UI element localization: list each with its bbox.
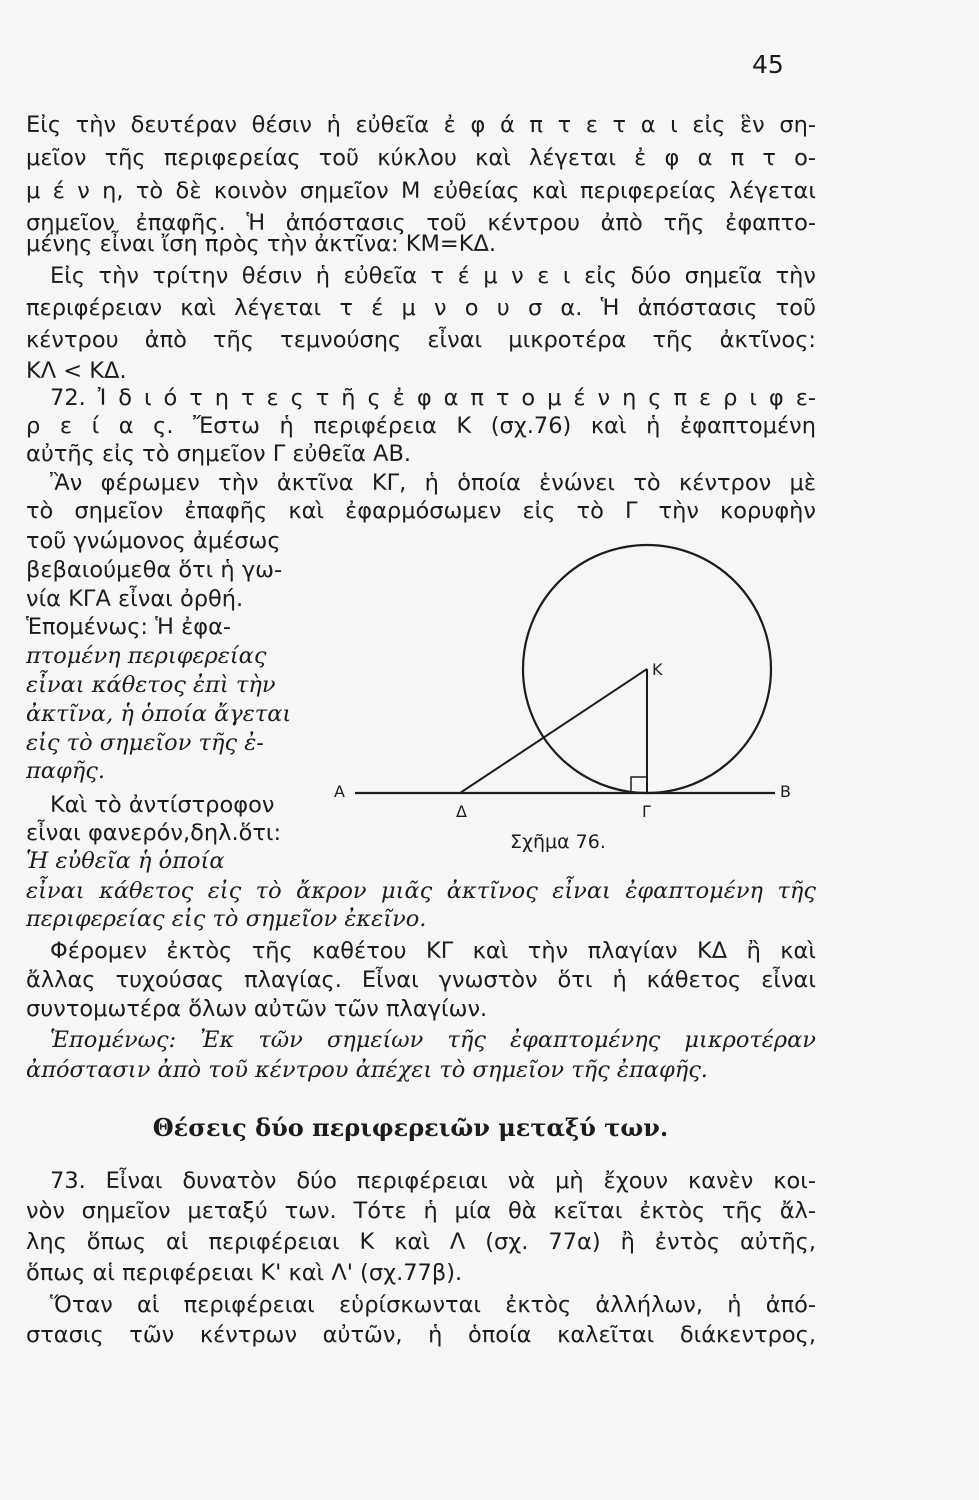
text-line: Εἰς τὴν τρίτην θέσιν ἡ εὐθεῖα τ έ μ ν ε ι εἰς δύο σημεῖα τὴν [50, 263, 816, 289]
side-text-line: νία ΚΓΑ εἶναι ὀρθή. [26, 586, 244, 612]
text-line: Εἰς τὴν δευτέραν θέσιν ἡ εὐθεῖα ἐ φ ά π τ ε τ α ι εἰς ἓν ση- [26, 112, 816, 138]
text-line: Φέρομεν ἐκτὸς τῆς καθέτου ΚΓ καὶ τὴν πλαγίαν ΚΔ ἢ καὶ [50, 938, 816, 964]
text-line: συντομωτέρα ὅλων αὐτῶν τῶν πλαγίων. [26, 996, 488, 1022]
oblique-kd [460, 669, 647, 793]
text-line: ΚΛ < ΚΔ. [26, 358, 127, 384]
text-line: σημεῖον ἐπαφῆς. Ἡ ἀπόστασις τοῦ κέντρου ἀπὸ τῆς ἐφαπτο- [26, 210, 816, 236]
text-line: μένης εἶναι ἴση πρὸς τὴν ἀκτῖνα: ΚΜ=ΚΔ. [26, 231, 497, 257]
text-line: ρ ε ί α ς. Ἔστω ἡ περιφέρεια Κ (σχ.76) καὶ ἡ ἐφαπτομένη [26, 413, 816, 439]
section-title-line: 72. Ἰ δ ι ό τ η τ ε ς τ ῆ ς ἐ φ α π τ ο μ έ ν η ς π ε ρ ι φ ε- [50, 385, 816, 411]
side-text-line: εἶναι κάθετος ἐπὶ τὴν [26, 672, 276, 698]
text-line: Ἑπομένως: Ἐκ τῶν σημείων τῆς ἐφαπτομένης μικροτέραν [50, 1027, 816, 1053]
text-line: εἶναι κάθετος εἰς τὸ ἄκρον μιᾶς ἀκτῖνος εἶναι ἐφαπτομένη τῆς [26, 878, 816, 904]
text-line: ἄλλας τυχούσας πλαγίας. Εἶναι γνωστὸν ὅτι ἡ κάθετος εἶναι [26, 967, 816, 993]
label-a: Α [334, 782, 345, 801]
text-line: λης ὅπως αἱ περιφέρειαι Κ καὶ Λ (σχ. 77α) ἢ ἐντὸς αὐτῆς, [26, 1229, 816, 1255]
label-d: Δ [456, 802, 467, 821]
side-text-line: τοῦ γνώμονος ἀμέσως [26, 528, 281, 554]
right-angle-mark [631, 777, 647, 793]
side-text-line: ἀκτῖνα, ἡ ὁποία ἄγεται [26, 701, 292, 727]
text-line: μεῖον τῆς περιφερείας τοῦ κύκλου καὶ λέγεται ἐ φ α π τ ο- [26, 145, 816, 171]
label-b: Β [780, 782, 791, 801]
side-text-line: Ἑπομένως: Ἡ ἐφα- [26, 614, 232, 640]
text-line: ἀπόστασιν ἀπὸ τοῦ κέντρου ἀπέχει τὸ σημεῖον τῆς ἐπαφῆς. [26, 1057, 708, 1083]
label-g: Γ [642, 802, 651, 821]
text-line: Ἂν φέρωμεν τὴν ἀκτῖνα ΚΓ, ἡ ὁποία ἑνώνει τὸ κέντρον μὲ [50, 470, 816, 496]
text-line: περιφέρειαν καὶ λέγεται τ έ μ ν ο υ σ α. Ἡ ἀπόστασις τοῦ [26, 295, 816, 321]
text-line: αὐτῆς εἰς τὸ σημεῖον Γ εὐθεῖα ΑΒ. [26, 441, 412, 467]
side-text-line: εἰς τὸ σημεῖον τῆς ἐ- [26, 730, 264, 756]
text-line: στασις τῶν κέντρων αὐτῶν, ἡ ὁποία καλεῖται διάκεντρος, [26, 1322, 816, 1348]
side-text-line: Ἡ εὐθεῖα ἡ ὁποία [26, 848, 225, 874]
side-text-line: εἶναι φανερόν,δηλ.ὅτι: [26, 820, 282, 846]
side-text-line: παφῆς. [26, 758, 105, 784]
side-text-line: βεβαιούμεθα ὅτι ἡ γω- [26, 557, 283, 583]
figure-caption: Σχῆμα 76. [510, 831, 606, 853]
text-line: Ὅταν αἱ περιφέρειαι εὑρίσκωνται ἐκτὸς ἀλλήλων, ἡ ἀπό- [50, 1292, 816, 1318]
geometry-figure-76 [320, 525, 800, 835]
text-line: μ έ ν η, τὸ δὲ κοινὸν σημεῖον Μ εὐθείας καὶ περιφερείας λέγεται [26, 178, 816, 204]
text-line: κέντρου ἀπὸ τῆς τεμνούσης εἶναι μικροτέρα τῆς ἀκτῖνος: [26, 327, 816, 353]
side-text-line: Καὶ τὸ ἀντίστροφον [50, 792, 275, 818]
text-line: νὸν σημεῖον μεταξύ των. Τότε ἡ μία θὰ κεῖται ἐκτὸς τῆς ἄλ- [26, 1198, 816, 1224]
page-number: 45 [752, 50, 784, 79]
section-heading: Θέσεις δύο περιφερειῶν μεταξύ των. [152, 1113, 669, 1142]
side-text-line: πτομένη περιφερείας [26, 643, 267, 669]
text-line: τὸ σημεῖον ἐπαφῆς καὶ ἐφαρμόσωμεν εἰς τὸ Γ τὴν κορυφὴν [26, 498, 816, 524]
text-line: ὅπως αἱ περιφέρειαι Κ' καὶ Λ' (σχ.77β). [26, 1260, 463, 1286]
text-line: περιφερείας εἰς τὸ σημεῖον ἐκεῖνο. [26, 906, 427, 932]
label-k: Κ [652, 660, 663, 679]
text-line: 73. Εἶναι δυνατὸν δύο περιφέρειαι νὰ μὴ ἔχουν κανὲν κοι- [50, 1168, 816, 1194]
